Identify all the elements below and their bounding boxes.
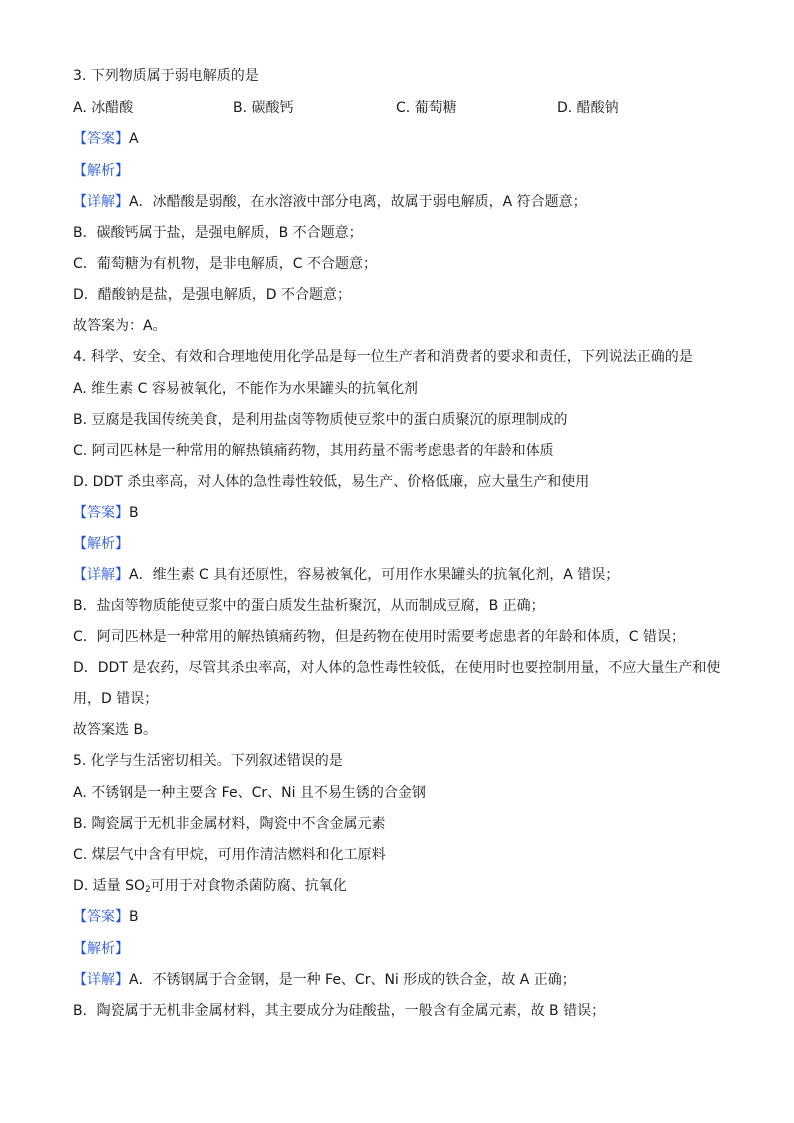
question-4-option-a: A. 维生素 C 容易被氧化，不能作为水果罐头的抗氧化剂	[73, 381, 418, 397]
question-3-option-c: C. 葡萄糖	[396, 100, 457, 116]
analysis-tag: 【解析】	[73, 941, 129, 957]
answer-value: A	[129, 131, 139, 147]
question-4-analysis-line: B．盐卤等物质能使豆浆中的蛋白质发生盐析聚沉，从而制成豆腐，B 正确；	[73, 598, 545, 614]
question-5-option-b: B. 陶瓷属于无机非金属材料，陶瓷中不含金属元素	[73, 816, 386, 832]
question-4-stem: 4. 科学、安全、有效和合理地使用化学品是每一位生产者和消费者的要求和责任，下列说法正确的是	[73, 349, 693, 365]
detail-tag: 【详解】	[73, 567, 129, 583]
question-5-analysis-tag	[73, 940, 129, 958]
question-5-stem: 5. 化学与生活密切相关。下列叙述错误的是	[73, 753, 343, 769]
answer-tag: 【答案】	[73, 505, 129, 521]
question-5-detail-line	[73, 971, 576, 989]
question-3-analysis-line: D．醋酸钠是盐，是强电解质，D 不合题意；	[73, 287, 352, 303]
answer-value: B	[129, 909, 139, 925]
question-3-option-b: B. 碳酸钙	[233, 100, 294, 116]
question-3-detail-line	[73, 193, 587, 211]
detail-text: A．冰醋酸是弱酸，在水溶液中部分电离，故属于弱电解质，A 符合题意；	[129, 194, 587, 210]
question-5-analysis-line: B．陶瓷属于无机非金属材料，其主要成分为硅酸盐，一般含有金属元素，故 B 错误；	[73, 1003, 606, 1019]
answer-tag: 【答案】	[73, 131, 129, 147]
question-3-option-a: A. 冰醋酸	[73, 100, 134, 116]
answer-value: B	[129, 505, 139, 521]
option-d-suffix: 可用于对食物杀菌防腐、抗氧化	[150, 878, 347, 894]
question-4-option-d: D. DDT 杀虫率高，对人体的急性毒性较低，易生产、价格低廉，应大量生产和使用	[73, 474, 590, 490]
question-5-answer	[73, 908, 139, 926]
question-4-analysis-line: 用，D 错误；	[73, 691, 159, 707]
answer-tag: 【答案】	[73, 909, 129, 925]
question-5-option-c: C. 煤层气中含有甲烷，可用作清洁燃料和化工原料	[73, 847, 386, 863]
question-3-option-d: D. 醋酸钠	[557, 100, 619, 116]
question-4-analysis-line: C．阿司匹林是一种常用的解热镇痛药物，但是药物在使用时需要考虑患者的年龄和体质，C 错误；	[73, 629, 685, 645]
question-4-answer	[73, 504, 139, 522]
analysis-tag: 【解析】	[73, 163, 129, 179]
question-4-conclusion: 故答案选 B。	[73, 722, 158, 738]
question-3-conclusion: 故答案为：A。	[73, 318, 167, 334]
question-3-analysis-tag	[73, 162, 129, 180]
question-4-detail-line	[73, 566, 619, 584]
question-3-stem: 3. 下列物质属于弱电解质的是	[73, 68, 259, 84]
analysis-tag: 【解析】	[73, 536, 129, 552]
detail-text: A．维生素 C 具有还原性，容易被氧化，可用作水果罐头的抗氧化剂，A 错误；	[129, 567, 620, 583]
question-4-option-b: B. 豆腐是我国传统美食，是利用盐卤等物质使豆浆中的蛋白质聚沉的原理制成的	[73, 412, 568, 428]
question-4-analysis-tag	[73, 535, 129, 553]
subscript: 2	[145, 885, 151, 895]
question-4-analysis-line: D．DDT 是农药，尽管其杀虫率高，对人体的急性毒性较低，在使用时也要控制用量，不应大量生产和使	[73, 660, 721, 676]
question-3-analysis-line: C．葡萄糖为有机物，是非电解质，C 不合题意；	[73, 256, 377, 272]
option-d-prefix: D. 适量 SO	[73, 878, 146, 894]
question-3-analysis-line: B．碳酸钙属于盐，是强电解质，B 不合题意；	[73, 225, 363, 241]
detail-text: A．不锈钢属于合金钢，是一种 Fe、Cr、Ni 形成的铁合金，故 A 正确；	[129, 972, 576, 988]
detail-tag: 【详解】	[73, 194, 129, 210]
question-5-option-d	[73, 877, 347, 899]
question-3-answer	[73, 130, 139, 148]
detail-tag: 【详解】	[73, 972, 129, 988]
question-5-option-a: A. 不锈钢是一种主要含 Fe、Cr、Ni 且不易生锈的合金钢	[73, 785, 426, 801]
question-4-option-c: C. 阿司匹林是一种常用的解热镇痛药物，其用药量不需考虑患者的年龄和体质	[73, 443, 554, 459]
